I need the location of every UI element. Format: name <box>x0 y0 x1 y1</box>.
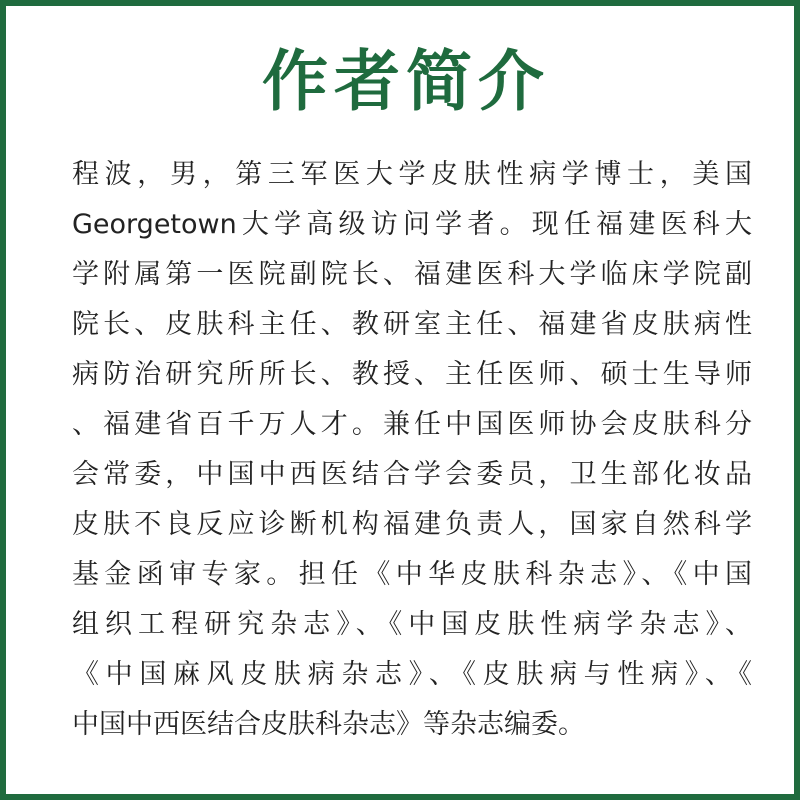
bio-line-9: 基金函审专家。担任《中华皮肤科杂志》、《中国 <box>72 559 752 590</box>
bio-line-5: 病防治研究所所长、教授、主任医师、硕士生导师 <box>72 359 752 390</box>
bio-line-1: 程波，男，第三军医大学皮肤性病学博士，美国 <box>72 159 752 190</box>
page-title: 作者简介 <box>262 43 550 120</box>
bio-line-2: Georgetown大学高级访问学者。现任福建医科大 <box>72 209 752 240</box>
bio-line-11: 《中国麻风皮肤病杂志》、《皮肤病与性病》、《 <box>72 659 752 690</box>
bio-line-6: 、福建省百千万人才。兼任中国医师协会皮肤科分 <box>72 409 752 440</box>
bio-line-8: 皮肤不良反应诊断机构福建负责人，国家自然科学 <box>72 509 752 540</box>
bio-line-7: 会常委，中国中西医结合学会委员，卫生部化妆品 <box>72 459 752 490</box>
bio-line-12: 中国中西医结合皮肤科杂志》等杂志编委。 <box>72 709 585 740</box>
bio-line-3: 学附属第一医院副院长、福建医科大学临床学院副 <box>72 259 752 290</box>
bio-line-10: 组织工程研究杂志》、《中国皮肤性病学杂志》、 <box>72 609 752 640</box>
author-bio <box>72 150 752 750</box>
bio-line-4: 院长、皮肤科主任、教研室主任、福建省皮肤病性 <box>72 309 752 340</box>
